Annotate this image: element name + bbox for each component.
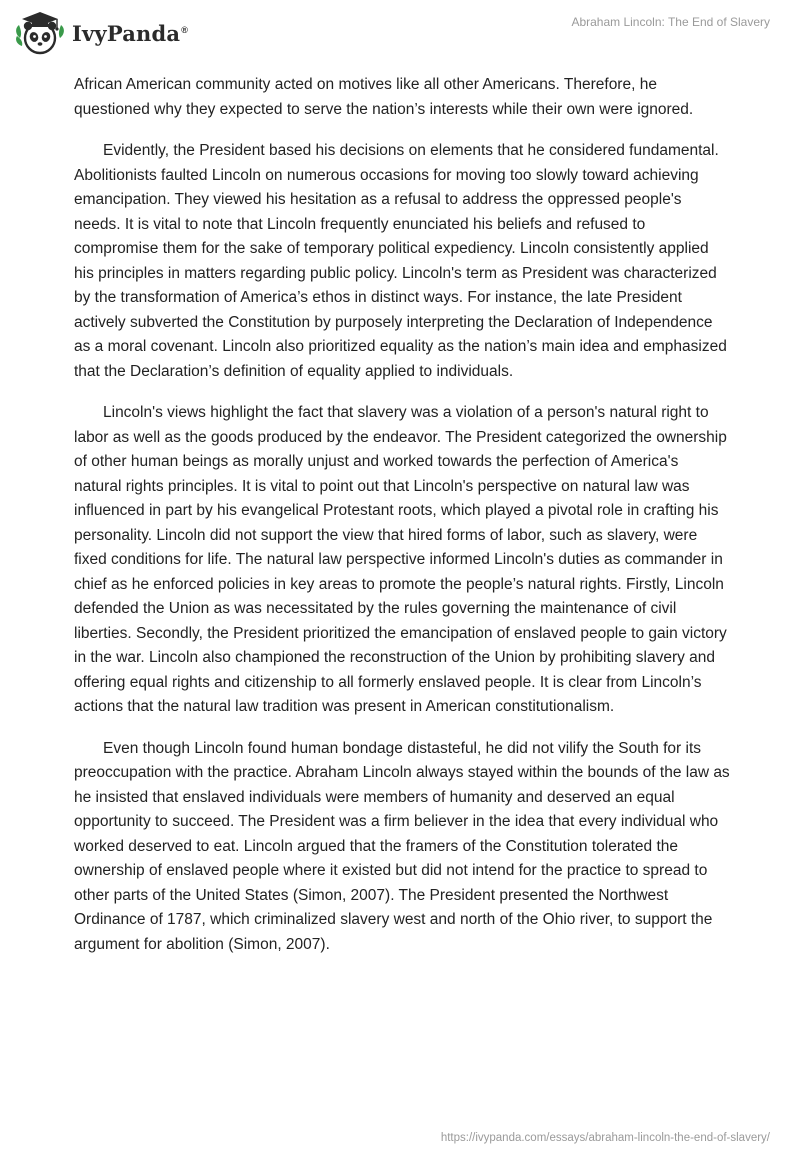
- paragraph-2: Evidently, the President based his decisions on elements that he considered fundamental. Abolitionists faulted Lincoln on numerous occasions for moving too slowly toward achieving emancipation. They viewed his hesitation as a refusal to address the oppressed people's needs. It is vital to note that Lincoln frequently enunciated his beliefs and refused to compromise them for the sake of temporary political expediency. Lincoln consistently applied his principles in matters regarding public policy. Lincoln's term as President was characterized by the transformation of America’s ethos in distinct ways. For instance, the late President actively subverted the Constitution by purposely interpreting the Declaration of Independence as a moral covenant. Lincoln also prioritized equality as the nation’s main idea and emphasized that the Declaration’s definition of equality applied to individuals.: [74, 142, 727, 380]
- brand-name: IvyPanda®: [72, 20, 189, 46]
- essay-body: [74, 73, 730, 974]
- source-url[interactable]: https://ivypanda.com/essays/abraham-lincoln-the-end-of-slavery/: [440, 1132, 770, 1144]
- panda-graduate-icon: [14, 8, 66, 60]
- paragraph-3: Lincoln's views highlight the fact that slavery was a violation of a person's natural right to labor as well as the goods produced by the endeavor. The President categorized the ownership of other human beings as morally unjust and worked towards the perfection of America's natural rights principles. It is vital to point out that Lincoln's perspective on natural law was influenced in part by his evangelical Protestant roots, which played a pivotal role in crafting his personality. Lincoln did not support the view that hired forms of labor, such as slavery, were fixed conditions for life. The natural law perspective informed Lincoln's duties as commander in chief as he enforced policies in key areas to promote the people’s natural rights. Firstly, Lincoln defended the Union as was necessitated by the rules governing the maintenance of civil liberties. Secondly, the President prioritized the emancipation of enslaved people to gain victory in the war. Lincoln also championed the reconstruction of the Union by prohibiting slavery and offering equal rights and citizenship to all formerly enslaved people. It is clear from Lincoln’s actions that the natural law tradition was present in American constitutionalism.: [74, 404, 727, 715]
- paragraph-4: Even though Lincoln found human bondage distasteful, he did not vilify the South for its preoccupation with the practice. Abraham Lincoln always stayed within the bounds of the law as he insisted that enslaved individuals were members of humanity and deserved an equal opportunity to succeed. The President was a firm believer in the idea that every individual who worked deserved to eat. Lincoln argued that the framers of the Constitution tolerated the ownership of enslaved people where it existed but did not intend for the practice to spread to other parts of the United States (Simon, 2007). The President presented the Northwest Ordinance of 1787, which criminalized slavery west and north of the Ohio river, to support the argument for abolition (Simon, 2007).: [74, 739, 730, 953]
- page-header: [0, 0, 800, 70]
- brand-registered-mark: ®: [181, 24, 189, 35]
- paragraph-1: African American community acted on motives like all other Americans. Therefore, he questioned why they expected to serve the nation’s interests while their own were ignored.: [74, 76, 694, 118]
- document-title: Abraham Lincoln: The End of Slavery: [571, 15, 770, 29]
- ivypanda-logo[interactable]: [14, 8, 188, 60]
